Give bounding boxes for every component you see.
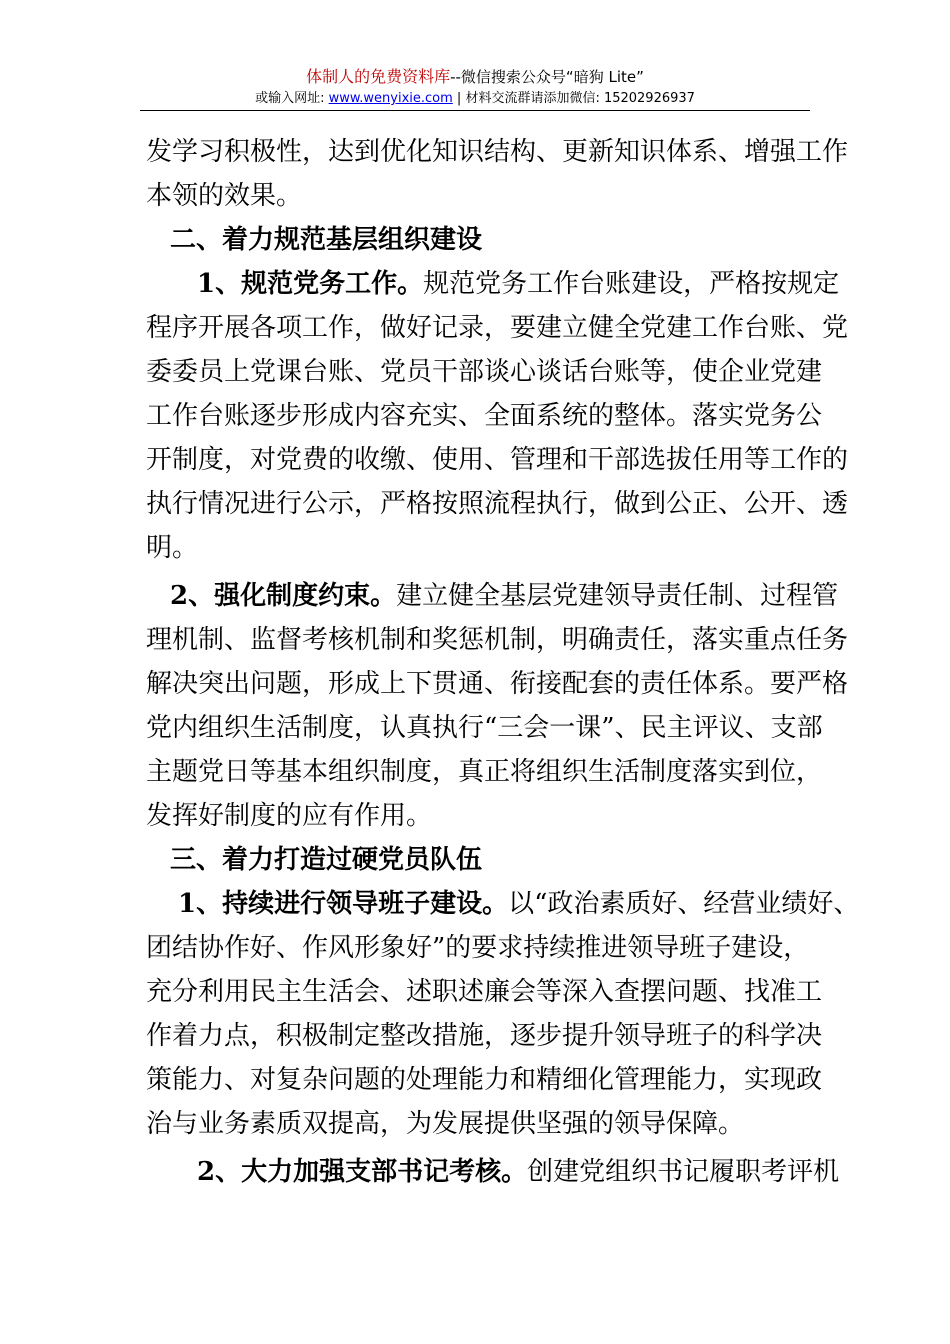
- header-contact: | 材料交流群请添加微信: 15202926937: [452, 91, 695, 106]
- header-url-link[interactable]: www.wenyixie.com: [328, 91, 453, 106]
- body-line: 开制度，对党费的收缴、使用、管理和干部选拔任用等工作的: [146, 445, 849, 475]
- paragraph-3-title: 1、持续进行领导班子建设。: [178, 889, 509, 919]
- body-line: 作着力点，积极制定整改措施，逐步提升领导班子的科学决: [146, 1021, 823, 1051]
- body-line: 充分利用民主生活会、述职述廉会等深入查摆问题、找准工: [146, 977, 823, 1007]
- paragraph-1-line: [197, 264, 839, 304]
- header-url-prefix: 或输入网址:: [255, 91, 329, 106]
- body-line: 理机制、监督考核机制和奖惩机制，明确责任，落实重点任务: [146, 625, 849, 655]
- paragraph-3-line: [178, 884, 859, 924]
- body-line: 策能力、对复杂问题的处理能力和精细化管理能力，实现政: [146, 1065, 823, 1095]
- section-heading-2: 二、着力规范基层组织建设: [170, 225, 483, 255]
- paragraph-4-text: 创建党组织书记履职考评机: [527, 1157, 840, 1187]
- body-line: 程序开展各项工作，做好记录，要建立健全党建工作台账、党: [146, 313, 849, 343]
- body-line: 主题党日等基本组织制度，真正将组织生活制度落实到位，: [146, 757, 823, 787]
- paragraph-3-text: 以“政治素质好、经营业绩好、: [508, 889, 860, 919]
- body-line: 工作台账逐步形成内容充实、全面系统的整体。落实党务公: [146, 401, 823, 431]
- header-brand: 体制人的免费资料库: [306, 67, 451, 86]
- body-line: 发挥好制度的应有作用。: [146, 801, 433, 831]
- paragraph-2-line: [170, 576, 838, 616]
- paragraph-1-text: 规范党务工作台账建设，严格按规定: [423, 269, 840, 299]
- body-line: 团结协作好、作风形象好”的要求持续推进领导班子建设，: [146, 933, 810, 963]
- header-divider: [140, 110, 810, 111]
- header-line-1: [0, 66, 950, 88]
- paragraph-2-text: 建立健全基层党建领导责任制、过程管: [396, 581, 839, 611]
- body-line: 执行情况进行公示，严格按照流程执行，做到公正、公开、透: [146, 489, 849, 519]
- body-line: 委委员上党课台账、党员干部谈心谈话台账等，使企业党建: [146, 357, 823, 387]
- header-slogan: --微信搜索公众号“暗狗 Lite”: [450, 68, 644, 86]
- section-heading-3: 三、着力打造过硬党员队伍: [170, 845, 483, 875]
- paragraph-1-title: 1、规范党务工作。: [197, 269, 424, 299]
- page-header: [0, 66, 950, 109]
- header-line-2: [0, 89, 950, 109]
- body-line: 党内组织生活制度，认真执行“三会一课”、民主评议、支部: [146, 713, 823, 743]
- body-line: 本领的效果。: [146, 181, 303, 211]
- paragraph-4-title: 2、大力加强支部书记考核。: [197, 1157, 528, 1187]
- body-line: 解决突出问题，形成上下贯通、衔接配套的责任体系。要严格: [146, 669, 849, 699]
- body-line: 明。: [146, 533, 199, 563]
- body-line: 发学习积极性，达到优化知识结构、更新知识体系、增强工作: [146, 137, 849, 167]
- paragraph-2-title: 2、强化制度约束。: [170, 581, 397, 611]
- paragraph-4-line: [197, 1152, 839, 1192]
- body-line: 治与业务素质双提高，为发展提供坚强的领导保障。: [146, 1109, 745, 1139]
